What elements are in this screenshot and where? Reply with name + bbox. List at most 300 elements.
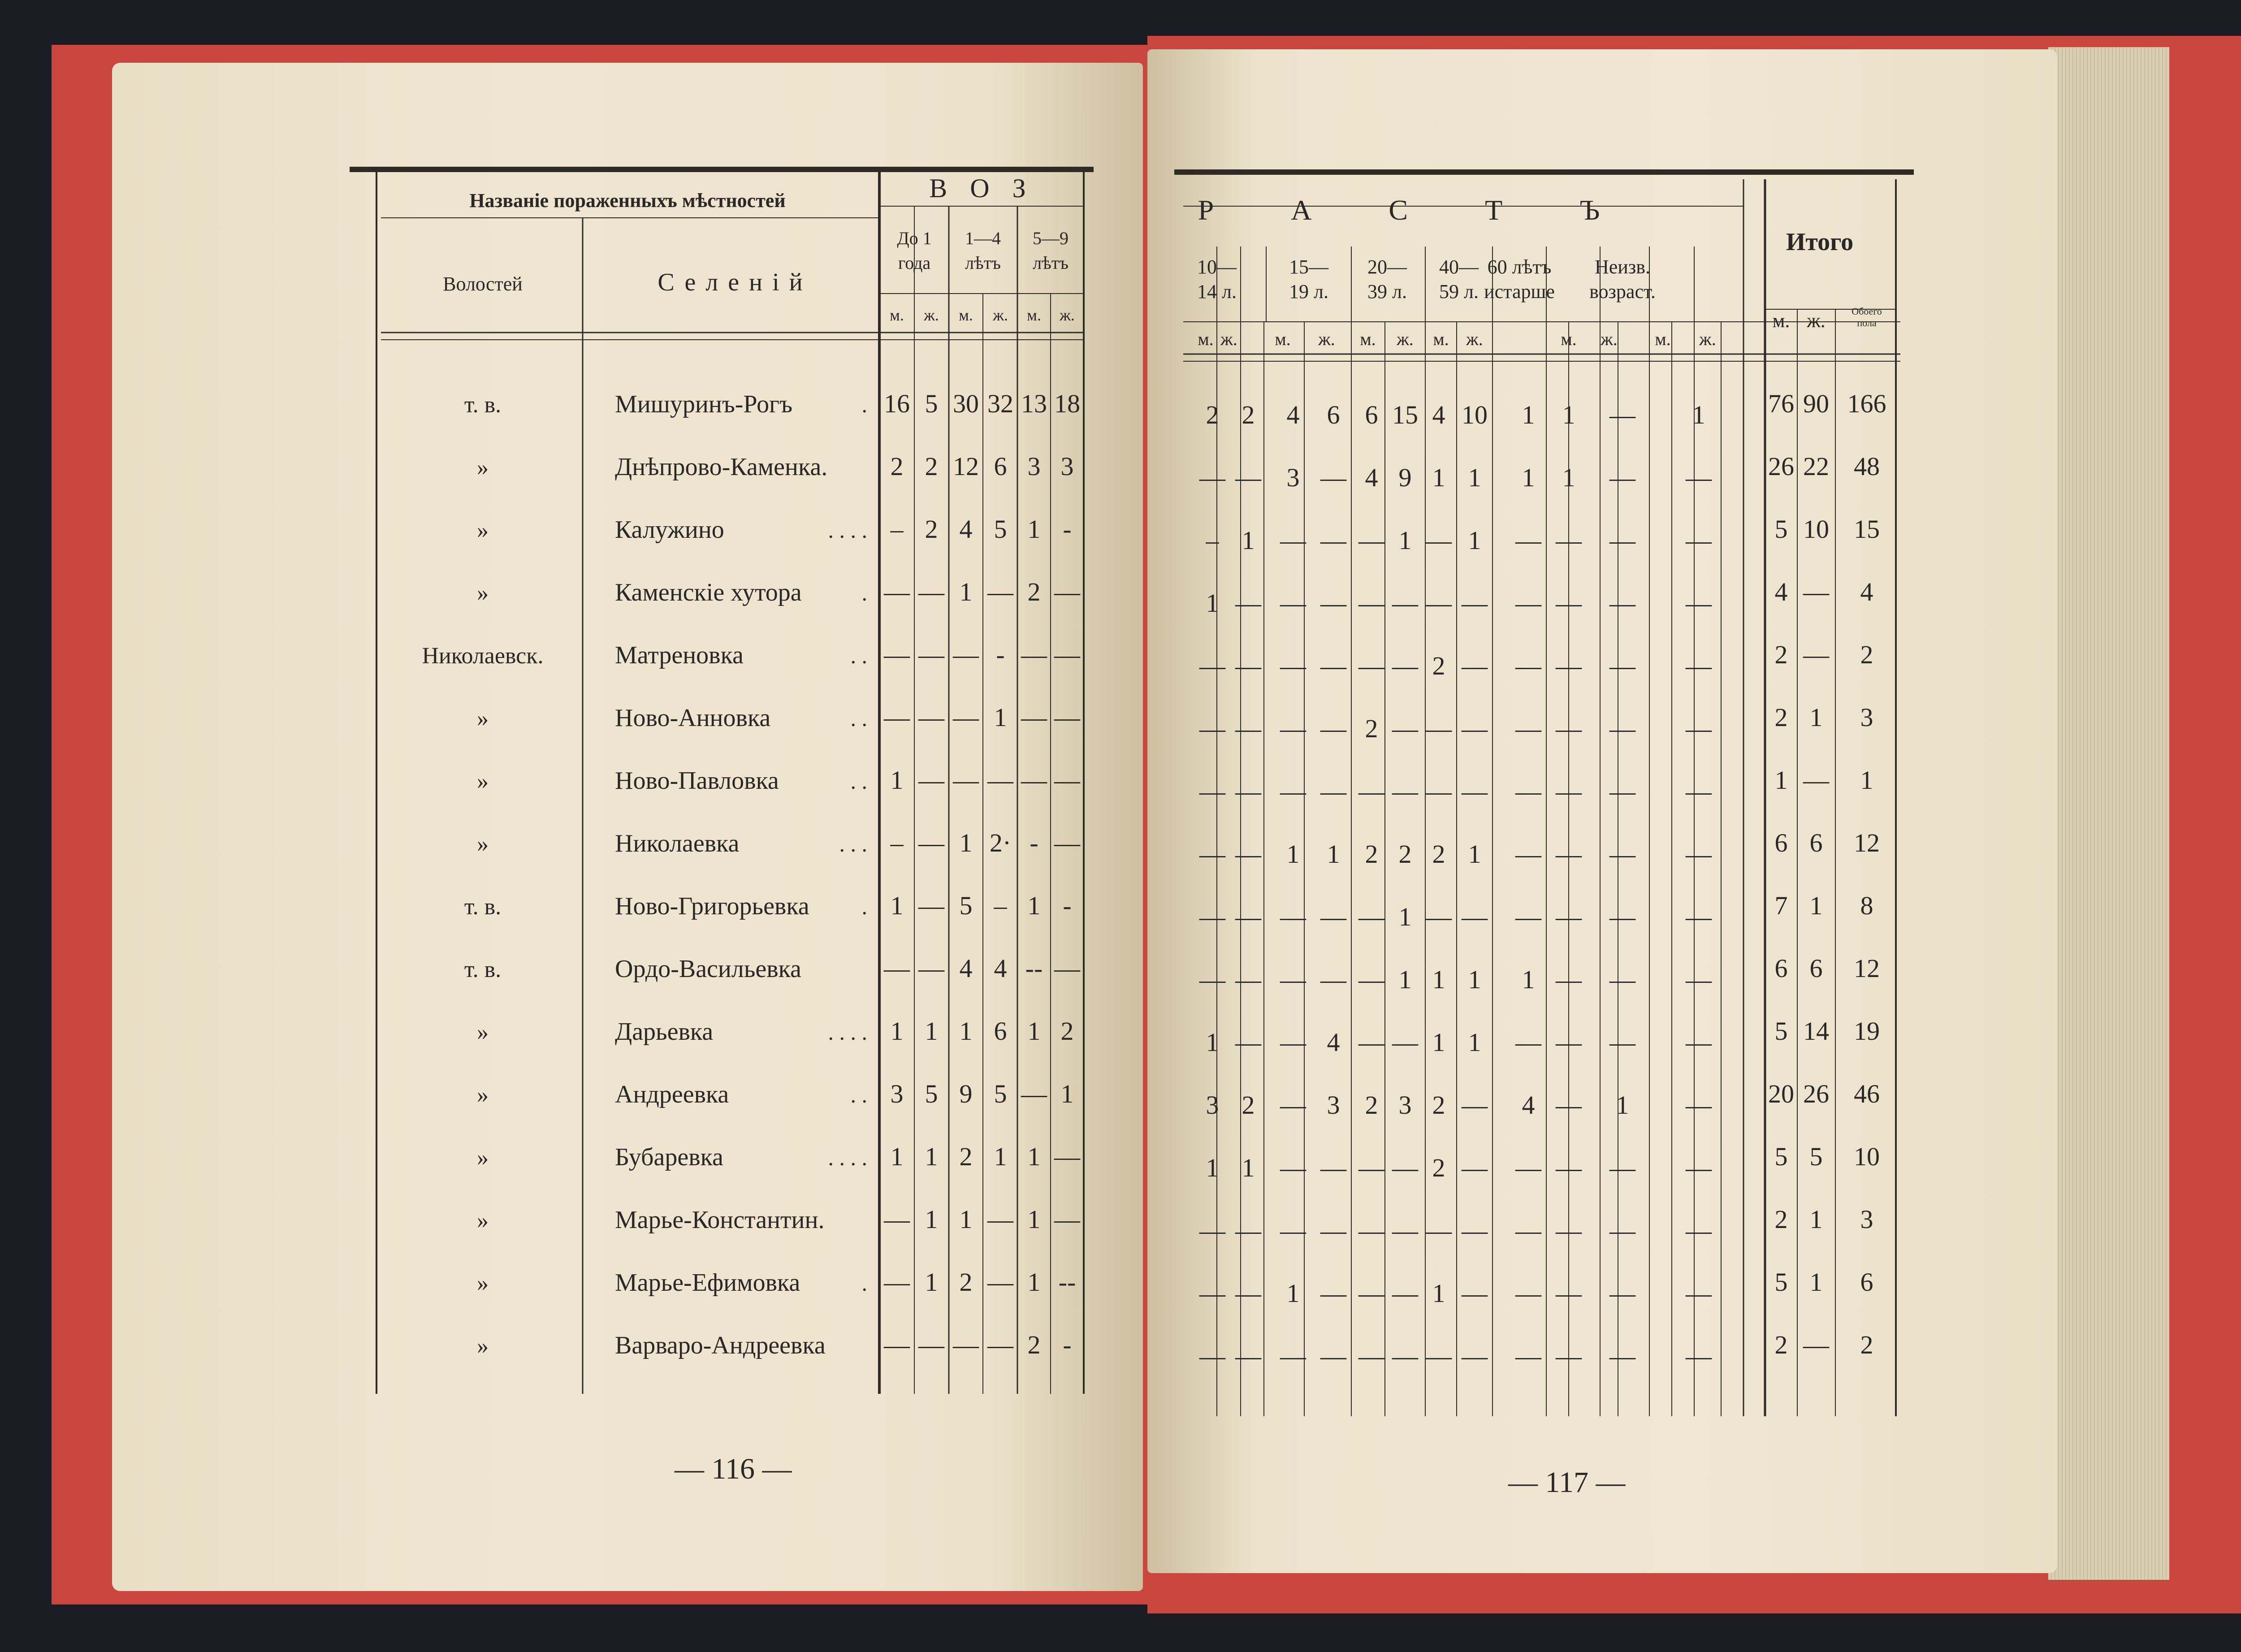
row-cell: 5 xyxy=(994,1079,1007,1108)
age-band-right: Р А С Т Ъ xyxy=(1198,194,1635,226)
row-cell: 3 xyxy=(1327,1090,1340,1120)
row-cell: — xyxy=(1235,965,1261,994)
row-cell: — xyxy=(1392,1279,1418,1308)
row-cell: — xyxy=(1609,1279,1635,1308)
row-cell: 1 xyxy=(1027,515,1041,544)
row-cell: — xyxy=(1280,651,1306,680)
row-cell: — xyxy=(1235,651,1261,680)
row-village: Калужино xyxy=(615,516,724,544)
row-cell: — xyxy=(1054,577,1080,606)
row-dots: . . xyxy=(850,706,867,731)
row-cell: — xyxy=(1392,651,1418,680)
row-cell: 1 xyxy=(1432,965,1445,994)
row-cell: 1 xyxy=(994,1142,1007,1171)
row-total: 6 xyxy=(1809,828,1823,857)
row-cell: — xyxy=(1199,463,1225,492)
row-cell: 1 xyxy=(925,1142,938,1171)
row-cell: — xyxy=(1392,1153,1418,1182)
row-village: Бубаревка xyxy=(615,1143,723,1171)
row-cell: — xyxy=(1392,714,1418,743)
row-volost: » xyxy=(477,1020,489,1045)
row-cell: — xyxy=(918,703,944,732)
row-total: — xyxy=(1803,577,1829,606)
row-cell: — xyxy=(884,1330,910,1359)
row-cell: — xyxy=(1686,1028,1712,1057)
row-cell: -- xyxy=(1058,1267,1076,1297)
row-cell: — xyxy=(1515,651,1541,680)
row-cell: 6 xyxy=(1365,400,1378,429)
row-cell: — xyxy=(1515,588,1541,618)
row-cell: — xyxy=(1054,828,1080,857)
sex-label-m: м. xyxy=(1275,329,1291,349)
row-cell: — xyxy=(884,1205,910,1234)
row-total: 26 xyxy=(1768,452,1794,481)
row-cell: 4 xyxy=(959,954,973,983)
row-cell: 2 xyxy=(1432,1153,1445,1182)
row-cell: — xyxy=(1320,526,1346,555)
row-cell: — xyxy=(1392,1028,1418,1057)
age-group-line1: 15— xyxy=(1289,256,1328,278)
row-volost: » xyxy=(477,706,489,731)
row-cell: 3 xyxy=(1398,1090,1412,1120)
row-cell: 1 xyxy=(1286,1279,1300,1308)
row-cell: — xyxy=(1358,1341,1384,1371)
row-cell: — xyxy=(1609,463,1635,492)
row-cell: — xyxy=(1462,714,1488,743)
age-group-line1: Неизв. xyxy=(1594,256,1651,278)
row-cell: – xyxy=(1206,526,1219,555)
row-dots: . . . . xyxy=(828,1145,867,1170)
row-volost: » xyxy=(477,455,489,480)
row-cell: — xyxy=(1686,902,1712,931)
row-cell: — xyxy=(1021,1079,1047,1108)
row-volost: т. в. xyxy=(464,392,502,418)
row-cell: — xyxy=(1462,1153,1488,1182)
row-total: 5 xyxy=(1774,1016,1788,1046)
row-cell: 2 xyxy=(959,1267,973,1297)
age-1-4-line2: лѣтъ xyxy=(965,253,1001,273)
sex-label-f: ж. xyxy=(1466,329,1483,349)
row-cell: 2 xyxy=(1432,1090,1445,1120)
row-total: 8 xyxy=(1860,891,1873,920)
both-sexes-line2: пола xyxy=(1857,317,1877,329)
row-cell: — xyxy=(1462,1090,1488,1120)
row-cell: — xyxy=(1686,463,1712,492)
row-cell: — xyxy=(1686,714,1712,743)
sex-label-m: м. xyxy=(1027,306,1041,324)
row-cell: — xyxy=(987,765,1013,795)
row-cell: — xyxy=(1426,714,1452,743)
row-cell: 2 xyxy=(1398,839,1412,869)
row-dots: . xyxy=(861,1271,867,1296)
row-cell: — xyxy=(1199,651,1225,680)
row-total: 6 xyxy=(1774,954,1788,983)
row-cell: — xyxy=(1320,1279,1346,1308)
row-cell: 2 xyxy=(925,452,938,481)
row-total: 4 xyxy=(1860,577,1873,606)
row-cell: — xyxy=(1686,1279,1712,1308)
row-volost: » xyxy=(477,831,489,857)
row-total: 5 xyxy=(1774,515,1788,544)
row-total: 46 xyxy=(1854,1079,1880,1108)
row-cell: — xyxy=(1358,1279,1384,1308)
row-cell: — xyxy=(1054,703,1080,732)
row-volost: » xyxy=(477,1082,489,1108)
row-dots: . xyxy=(861,894,867,919)
row-cell: 1 xyxy=(1027,1142,1041,1171)
page-number-right: — 117 — xyxy=(1508,1466,1626,1499)
row-cell: — xyxy=(1462,777,1488,806)
row-cell: — xyxy=(1515,714,1541,743)
row-cell: — xyxy=(1199,839,1225,869)
sex-label-f: ж. xyxy=(1807,310,1826,332)
row-cell: — xyxy=(1426,777,1452,806)
row-volost: т. в. xyxy=(464,957,502,982)
row-total: 19 xyxy=(1854,1016,1880,1046)
right-sex-labels xyxy=(1198,310,1825,349)
both-sexes-line1: Обоего xyxy=(1852,306,1882,317)
row-cell: 2 xyxy=(1432,651,1445,680)
row-cell: — xyxy=(1199,965,1225,994)
row-cell: 2 xyxy=(1242,400,1255,429)
row-cell: — xyxy=(1556,1153,1582,1182)
age-under-1-line1: До 1 xyxy=(897,228,932,248)
row-cell: 1 xyxy=(890,1142,904,1171)
row-volost: » xyxy=(477,1271,489,1296)
row-cell: 1 xyxy=(959,828,973,857)
row-total: 3 xyxy=(1860,1205,1873,1234)
sex-label-m: м. xyxy=(1772,310,1790,332)
row-total: — xyxy=(1803,1330,1829,1359)
row-cell: 1 xyxy=(1692,400,1705,429)
row-cell: — xyxy=(1320,1341,1346,1371)
row-cell: — xyxy=(918,765,944,795)
sex-label-m: м. xyxy=(1360,329,1376,349)
row-cell: 1 xyxy=(1027,891,1041,920)
row-dots: . . xyxy=(850,1082,867,1107)
row-cell: — xyxy=(1320,463,1346,492)
row-total: 22 xyxy=(1803,452,1829,481)
table-title: Названіе пораженныхъ мѣстностей xyxy=(469,190,786,212)
row-cell: — xyxy=(1609,839,1635,869)
row-cell: — xyxy=(1556,1279,1582,1308)
row-cell: — xyxy=(1235,588,1261,618)
row-cell: 1 xyxy=(1242,526,1255,555)
row-cell: 3 xyxy=(1286,463,1300,492)
age-5-9-line2: лѣтъ xyxy=(1033,253,1069,273)
row-cell: — xyxy=(1556,1216,1582,1245)
row-cell: 1 xyxy=(1060,1079,1074,1108)
row-total: 3 xyxy=(1860,703,1873,732)
row-cell: 1 xyxy=(959,577,973,606)
row-cell: — xyxy=(1199,1341,1225,1371)
row-cell: — xyxy=(1358,777,1384,806)
row-cell: 6 xyxy=(1327,400,1340,429)
row-cell: 1 xyxy=(1468,965,1481,994)
row-dots: . xyxy=(861,392,867,417)
row-cell: — xyxy=(1556,526,1582,555)
row-cell: — xyxy=(1686,1216,1712,1245)
row-dots: . . . . xyxy=(828,1020,867,1045)
row-cell: 15 xyxy=(1392,400,1418,429)
row-village: Марье-Ефимовка xyxy=(615,1269,800,1297)
row-cell: 2 xyxy=(1206,400,1219,429)
row-cell: — xyxy=(1280,526,1306,555)
row-total: 2 xyxy=(1860,640,1873,669)
row-cell: — xyxy=(987,1205,1013,1234)
row-cell: — xyxy=(1515,1216,1541,1245)
row-total: 1 xyxy=(1809,703,1823,732)
row-cell: — xyxy=(1462,651,1488,680)
row-cell: — xyxy=(1515,526,1541,555)
row-volost: » xyxy=(477,769,489,794)
row-volost: Николаевск. xyxy=(422,643,544,669)
left-table-header xyxy=(443,173,1069,296)
row-village: Ново-Павловка xyxy=(615,767,779,795)
row-cell: — xyxy=(1280,965,1306,994)
row-cell: 1 xyxy=(1027,1016,1041,1046)
row-cell: 6 xyxy=(994,452,1007,481)
row-cell: — xyxy=(1235,1028,1261,1057)
row-total: 12 xyxy=(1854,828,1880,857)
row-cell: 1 xyxy=(1468,526,1481,555)
row-cell: — xyxy=(1515,1341,1541,1371)
row-cell: 5 xyxy=(925,389,938,418)
row-cell: 30 xyxy=(953,389,979,418)
row-cell: — xyxy=(1199,1216,1225,1245)
row-cell: - xyxy=(1030,828,1038,857)
sex-label-m: м. xyxy=(1433,329,1449,349)
age-group-line2: 39 л. xyxy=(1367,281,1407,303)
row-village: Ордо-Васильевка xyxy=(615,955,801,983)
row-cell: 2 xyxy=(1365,839,1378,869)
row-cell: 5 xyxy=(959,891,973,920)
row-cell: — xyxy=(918,640,944,669)
row-cell: 1 xyxy=(925,1267,938,1297)
row-cell: — xyxy=(1280,588,1306,618)
row-dots: . . xyxy=(850,769,867,794)
sex-label-m: м. xyxy=(890,306,904,324)
row-cell: — xyxy=(1021,640,1047,669)
row-cell: — xyxy=(1280,1028,1306,1057)
row-total: 14 xyxy=(1803,1016,1829,1046)
row-cell: 5 xyxy=(925,1079,938,1108)
row-cell: 4 xyxy=(1365,463,1378,492)
row-cell: — xyxy=(1609,400,1635,429)
row-cell: — xyxy=(1462,588,1488,618)
row-total: 1 xyxy=(1809,891,1823,920)
row-cell: 13 xyxy=(1021,389,1047,418)
row-total: 7 xyxy=(1774,891,1788,920)
row-cell: — xyxy=(1235,839,1261,869)
row-cell: — xyxy=(1426,1216,1452,1245)
row-cell: - xyxy=(1063,891,1072,920)
col-header-volost: Волостей xyxy=(443,273,523,295)
row-cell: — xyxy=(1556,1028,1582,1057)
row-volost: » xyxy=(477,1333,489,1359)
age-band-left: В О З xyxy=(929,173,1034,203)
row-cell: — xyxy=(1280,1090,1306,1120)
row-cell: — xyxy=(1609,526,1635,555)
row-cell: — xyxy=(1556,777,1582,806)
row-cell: — xyxy=(1280,777,1306,806)
row-total: 76 xyxy=(1768,389,1794,418)
row-cell: 1 xyxy=(1432,463,1445,492)
row-total: 1 xyxy=(1809,1267,1823,1297)
row-cell: — xyxy=(1686,1153,1712,1182)
row-cell: — xyxy=(1054,640,1080,669)
row-cell: — xyxy=(1320,651,1346,680)
row-cell: 1 xyxy=(1522,400,1535,429)
row-cell: – xyxy=(890,828,904,857)
row-cell: — xyxy=(884,640,910,669)
row-cell: — xyxy=(1358,902,1384,931)
age-group-line1: 10— xyxy=(1197,256,1237,278)
row-cell: — xyxy=(1235,463,1261,492)
row-cell: - xyxy=(1063,515,1072,544)
row-cell: 1 xyxy=(1468,839,1481,869)
row-cell: 1 xyxy=(959,1016,973,1046)
row-cell: — xyxy=(1515,1153,1541,1182)
row-cell: — xyxy=(1392,1216,1418,1245)
age-group-line2: 19 л. xyxy=(1289,281,1328,303)
row-cell: — xyxy=(1609,651,1635,680)
row-cell: — xyxy=(1280,1153,1306,1182)
row-cell: 4 xyxy=(1522,1090,1535,1120)
row-cell: — xyxy=(884,954,910,983)
row-total: 2 xyxy=(1774,1330,1788,1359)
row-total: 2 xyxy=(1774,640,1788,669)
row-dots: . . . . xyxy=(828,518,867,543)
row-cell: – xyxy=(994,891,1007,920)
row-cell: — xyxy=(1686,1090,1712,1120)
row-cell: 1 xyxy=(1027,1205,1041,1234)
sex-label-f: ж. xyxy=(1220,329,1237,349)
row-cell: — xyxy=(1280,1216,1306,1245)
row-cell: 1 xyxy=(1616,1090,1629,1120)
row-cell: 1 xyxy=(1562,400,1575,429)
row-cell: 4 xyxy=(959,515,973,544)
row-cell: — xyxy=(1426,1341,1452,1371)
row-volost: » xyxy=(477,580,489,606)
row-cell: 1 xyxy=(890,1016,904,1046)
age-group-line2: истарше xyxy=(1484,281,1555,303)
row-cell: — xyxy=(1320,965,1346,994)
row-cell: — xyxy=(1609,777,1635,806)
row-cell: — xyxy=(987,1330,1013,1359)
row-cell: — xyxy=(1609,1153,1635,1182)
row-cell: — xyxy=(1199,777,1225,806)
row-cell: 1 xyxy=(1398,965,1412,994)
row-cell: -- xyxy=(1025,954,1043,983)
row-total: 12 xyxy=(1854,954,1880,983)
row-cell: 3 xyxy=(1060,452,1074,481)
row-total: 2 xyxy=(1860,1330,1873,1359)
row-total: 48 xyxy=(1854,452,1880,481)
row-cell: 4 xyxy=(1432,400,1445,429)
age-group-line2: возраст. xyxy=(1589,281,1656,303)
row-cell: — xyxy=(1021,703,1047,732)
row-cell: 1 xyxy=(890,765,904,795)
row-village: Марье-Константин. xyxy=(615,1206,825,1234)
row-cell: 3 xyxy=(890,1079,904,1108)
row-cell: — xyxy=(1320,902,1346,931)
row-cell: — xyxy=(1021,765,1047,795)
age-group-line2: 59 л. xyxy=(1439,281,1479,303)
row-cell: — xyxy=(1358,526,1384,555)
row-cell: — xyxy=(1515,1279,1541,1308)
sex-label-f: ж. xyxy=(1318,329,1335,349)
row-total: 20 xyxy=(1768,1079,1794,1108)
age-under-1-line2: года xyxy=(898,253,931,273)
row-cell: — xyxy=(1235,1279,1261,1308)
row-cell: — xyxy=(1320,777,1346,806)
row-cell: — xyxy=(1686,588,1712,618)
age-group-line1: 20— xyxy=(1367,256,1407,278)
row-village: Николаевка xyxy=(615,830,740,857)
age-group-line2: 14 л. xyxy=(1197,281,1237,303)
row-cell: — xyxy=(918,1330,944,1359)
row-cell: 1 xyxy=(925,1016,938,1046)
row-cell: — xyxy=(1280,714,1306,743)
row-total: 2 xyxy=(1774,703,1788,732)
row-cell: — xyxy=(918,891,944,920)
row-total: 15 xyxy=(1854,515,1880,544)
row-cell: 3 xyxy=(1027,452,1041,481)
sex-label-f: ж. xyxy=(1397,329,1414,349)
row-cell: — xyxy=(1358,1153,1384,1182)
row-cell: 2 xyxy=(1027,577,1041,606)
row-village: Ново-Анновка xyxy=(615,704,771,732)
row-cell: — xyxy=(1556,902,1582,931)
row-cell: - xyxy=(996,640,1005,669)
sex-label-m: м. xyxy=(959,306,973,324)
row-cell: 1 xyxy=(1327,839,1340,869)
row-dots: . . xyxy=(850,643,867,668)
row-cell: 3 xyxy=(1206,1090,1219,1120)
row-village: Андреевка xyxy=(615,1081,729,1108)
row-cell: — xyxy=(884,577,910,606)
row-cell: — xyxy=(987,577,1013,606)
row-cell: — xyxy=(1426,588,1452,618)
row-cell: 4 xyxy=(1286,400,1300,429)
row-total: 1 xyxy=(1860,765,1873,795)
sex-label-f: ж. xyxy=(993,306,1008,324)
row-cell: 2 xyxy=(890,452,904,481)
row-total: 10 xyxy=(1854,1142,1880,1171)
row-cell: 1 xyxy=(890,891,904,920)
row-cell: — xyxy=(1462,1279,1488,1308)
row-cell: 4 xyxy=(1327,1028,1340,1057)
row-cell: — xyxy=(1556,1090,1582,1120)
row-cell: — xyxy=(1686,526,1712,555)
row-cell: — xyxy=(1556,588,1582,618)
row-total: 4 xyxy=(1774,577,1788,606)
row-cell: — xyxy=(1462,1341,1488,1371)
row-cell: 2 xyxy=(1365,1090,1378,1120)
row-cell: — xyxy=(1462,1216,1488,1245)
row-cell: — xyxy=(1199,1279,1225,1308)
row-total: 10 xyxy=(1803,515,1829,544)
row-cell: 1 xyxy=(1522,463,1535,492)
row-cell: 10 xyxy=(1462,400,1488,429)
row-cell: 1 xyxy=(959,1205,973,1234)
row-cell: — xyxy=(1235,1216,1261,1245)
row-cell: 5 xyxy=(994,515,1007,544)
row-cell: 2 xyxy=(1365,714,1378,743)
row-cell: — xyxy=(1054,1205,1080,1234)
row-cell: — xyxy=(1686,965,1712,994)
